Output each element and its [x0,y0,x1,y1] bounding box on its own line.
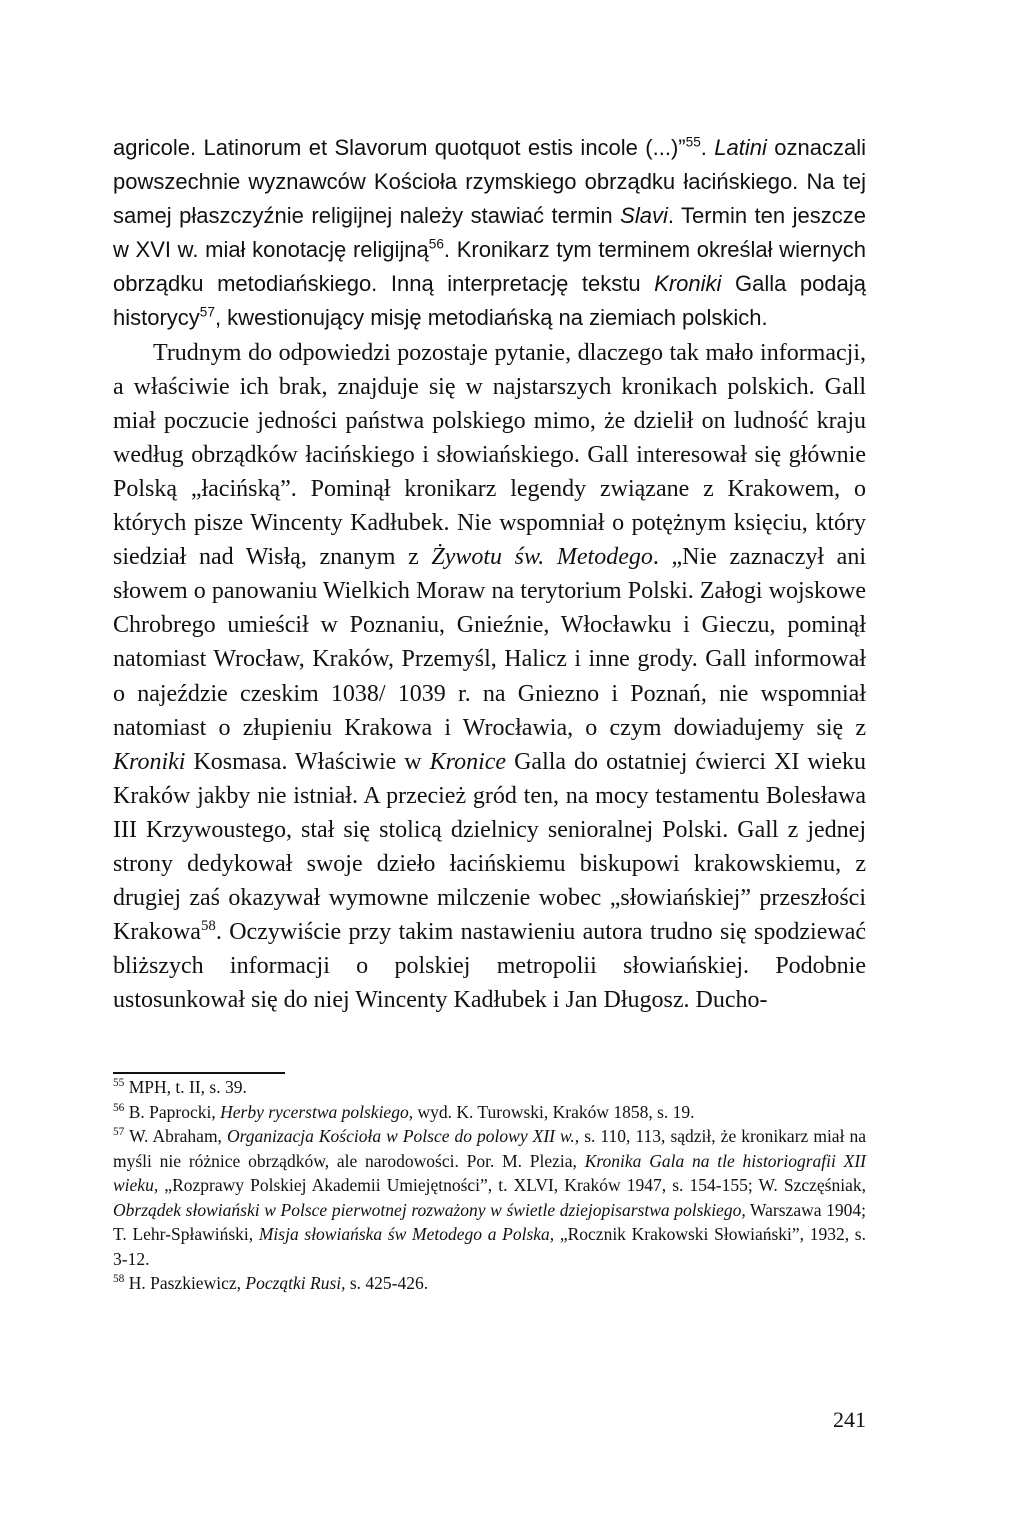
footnote-ref-56: 56 [428,236,444,252]
footnote-italic: Kronika Gala na tle historiografii XII wieku, [113,1150,866,1195]
text-run: Kosmasa. Właściwie w [185,748,430,775]
italic-title: Kroniki [654,271,722,297]
footnote-text: s. 110, 113, sądził, że kronikarz miał na myśli nie różnice obrządków, ale narodowości. Por. M. Plezia, [113,1126,866,1171]
footnote-number: 56 [113,1101,125,1114]
footnote-number: 55 [113,1077,125,1090]
footnote-text: H. Paszkiewicz, [124,1273,246,1293]
footnote-divider [113,1072,285,1074]
footnote-57 [113,1124,866,1271]
footnote-number: 58 [113,1273,125,1286]
footnote-text: Warszawa 1904; T. Lehr-Spławiński, [113,1199,866,1244]
footnote-text: MPH, t. II, s. 39. [124,1077,247,1097]
footnote-ref-55: 55 [685,134,701,150]
footnote-text: „Rocznik Krakowski Słowiański”, 1932, s. 3-12. [113,1224,866,1269]
italic-title: Kroniki [113,748,186,775]
text-run: . Termin ten jeszcze w XVI w. miał konotację religijną [113,203,866,263]
italic-term: Latini [714,135,767,160]
footnote-text: B. Paprocki, [124,1101,221,1122]
footnote-ref-58: 58 [200,918,216,935]
paragraph-1 [113,131,866,336]
footnote-italic: Początki Rusi, [245,1273,346,1293]
text-run: . „Nie zaznaczył ani słowem o panowaniu Wielkich Moraw na terytorium Polski. Załogi wojskowe Chrobrego umieścił w Poznaniu, Gnieźnie, Włocławku i Gieczu, pominął natomiast Wrocław, Kraków, Przemyśl, Halicz i inne grody. Gall informował o najeździe czeskim 1038/ 1039 r. na Gniezno i Poznań, nie wspomniał natomiast o złupieniu Krakowa i Wrocławia, o czym dowiadujemy się z [113,544,866,741]
main-text [113,131,866,1017]
text-run: Galla podają historycy [113,271,866,331]
text-run: Galla do ostatniej ćwierci XI wieku Kraków jakby nie istniał. A przecież gród ten, na mocy testamentu Bolesława III Krzywoustego, stał się stolicą dzielnicy senioralnej Polski. Gall z jednej strony dedykował swoje dzieło łacińskiemu biskupowi krakowskiemu, z drugiej zaś okazywał wymowne milczenie wobec „słowiańskiej” przeszłości Krakowa [113,748,866,946]
footnote-italic: Herby rycerstwa polskiego, [220,1101,414,1122]
footnote-italic: Organizacja Kościoła w Polsce do polowy XII w., [226,1126,580,1146]
italic-title: Kronice [429,748,507,775]
footnote-text: W. Abraham, [124,1126,227,1146]
footnote-text: „Rozprawy Polskiej Akademii Umiejętności”, t. XLVI, Kraków 1947, s. 154-155; W. Szczęśniak, [158,1175,866,1195]
paragraph-2 [113,336,866,1018]
footnote-text: s. 425-426. [345,1273,429,1293]
text-run: agricole. Latinorum et Slavorum quotquot estis incole (...)” [113,135,686,160]
text-run: Trudnym do odpowiedzi pozostaje pytanie, dlaczego tak mało informacji, a właściwie ich brak, znajduje się w najstarszych kronikach polskich. Gall miał poczucie jedności państwa polskiego mimo, że dzielił on ludność kraju według obrządków łacińskiego i słowiańskiego. Gall interesował się głównie Polską „łacińską”. Pominął kronikarz legendy związane z Krakowem, o których pisze Wincenty Kadłubek. Nie wspomniał o potężnym księciu, który siedział nad Wisłą, znanym z [113,339,866,571]
footnote-55 [113,1075,866,1100]
text-run: oznaczali powszechnie wyznawców Kościoła rzymskiego obrządku łacińskiego. Na tej samej płaszczyźnie religijnej należy stawiać termin [113,135,866,229]
footnote-number: 57 [113,1126,125,1139]
text-run: . Oczywiście przy takim nastawieniu autora trudno się spodziewać bliższych informacji o polskiej metropolii słowiańskiej. Podobnie ustosunkował się do niej Wincenty Kadłubek i Jan Długosz. Ducho- [113,919,866,1014]
footnote-56 [113,1100,866,1125]
italic-title: Żywotu św. Metodego [431,544,653,571]
italic-term: Slavi [620,203,668,229]
footnotes [113,1075,866,1296]
page-number: 241 [833,1407,866,1432]
footnote-italic: Obrządek słowiański w Polsce pierwotnej rozważony w świetle dziejopisarstwa polskiego, [113,1199,746,1220]
footnote-ref-57: 57 [199,305,215,321]
footnote-text: wyd. K. Turowski, Kraków 1858, s. 19. [413,1101,695,1122]
text-run: , kwestionujący misję metodiańską na ziemiach polskich. [214,305,768,331]
text-run: . [700,135,715,160]
footnote-58 [113,1271,866,1296]
text-run: . Kronikarz tym terminem określał wiernych obrządku metodiańskiego. Inną interpretację tekstu [113,237,866,297]
footnote-italic: Misja słowiańska św Metodego a Polska, [258,1224,555,1244]
